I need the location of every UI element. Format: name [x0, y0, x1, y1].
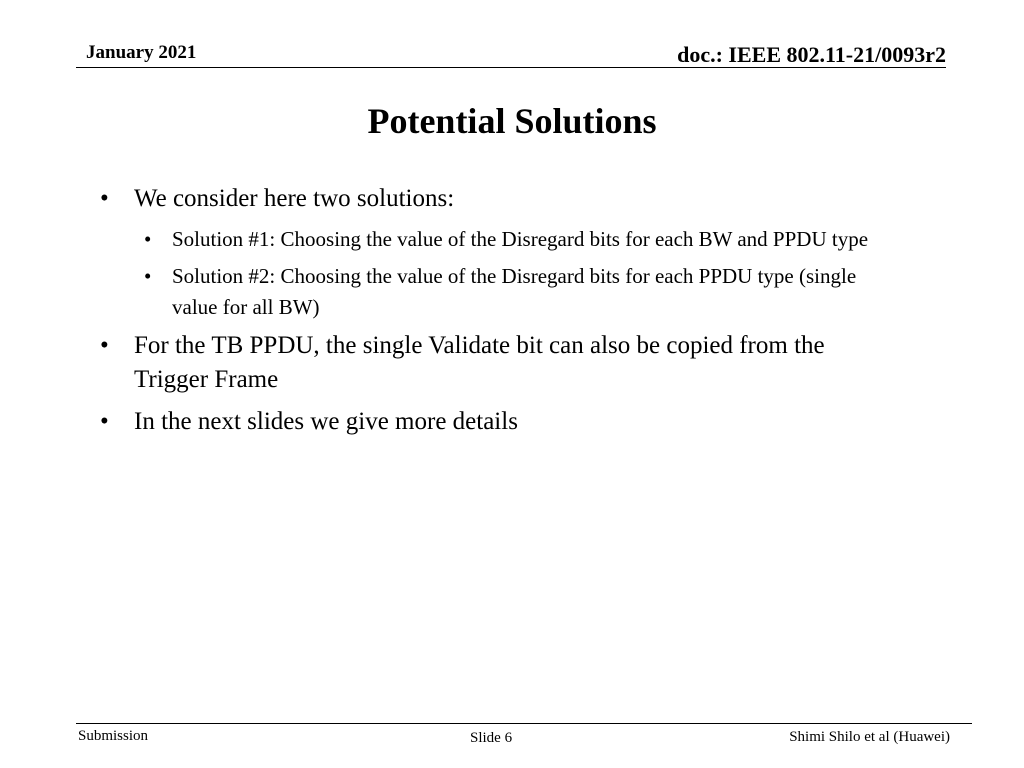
sub-bullet-item — [144, 261, 880, 323]
header-date: January 2021 — [86, 42, 197, 63]
bullet-item — [100, 182, 880, 216]
sub-bullet-marker: • — [144, 227, 152, 251]
slide-content — [100, 182, 880, 447]
slide-title: Potential Solutions — [367, 101, 657, 141]
footer-submission: Submission — [78, 728, 149, 744]
footer-slide-number: Slide 6 — [470, 730, 513, 746]
bullet-marker: • — [100, 185, 109, 212]
sub-bullet-text: Solution #1: Choosing the value of the Disregard bits for each BW and PPDU type — [172, 227, 869, 251]
footer-divider — [76, 723, 972, 724]
sub-bullet-marker: • — [144, 264, 152, 288]
bullet-text: In the next slides we give more details — [134, 408, 518, 435]
footer-author: Shimi Shilo et al (Huawei) — [789, 729, 950, 745]
sub-bullet-item — [144, 224, 880, 255]
header-divider — [76, 67, 946, 68]
bullet-item — [100, 329, 880, 397]
bullet-text: We consider here two solutions: — [134, 185, 455, 212]
bullet-item — [100, 405, 880, 439]
bullet-marker: • — [100, 332, 109, 359]
bullet-marker: • — [100, 408, 109, 435]
bullet-text: For the TB PPDU, the single Validate bit can also be copied from the Trigger Frame — [134, 332, 825, 393]
sub-bullet-text: Solution #2: Choosing the value of the Disregard bits for each PPDU type (single value for all BW) — [172, 264, 857, 319]
header-doc-id: doc.: IEEE 802.11-21/0093r2 — [677, 42, 946, 67]
